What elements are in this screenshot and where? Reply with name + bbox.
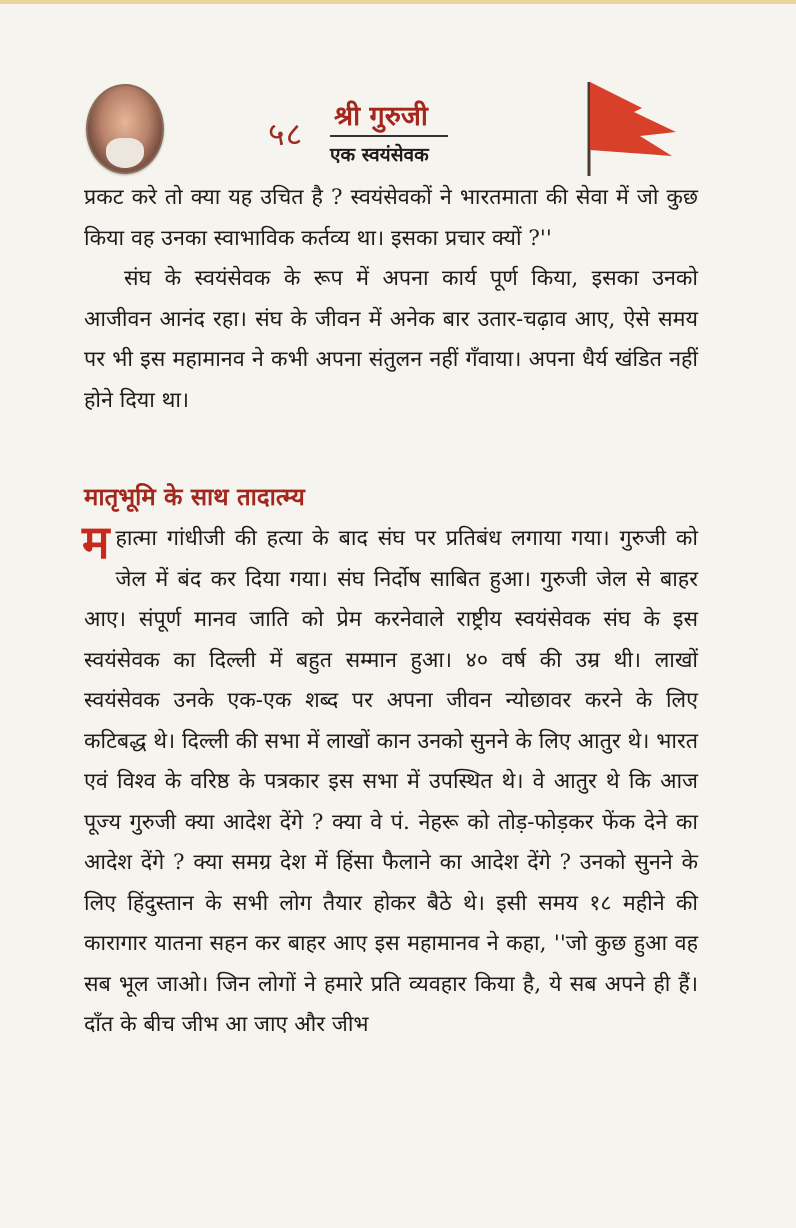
page-body bbox=[84, 178, 698, 1046]
paragraph-3-text: हात्मा गांधीजी की हत्या के बाद संघ पर प्रतिबंध लगाया गया। गुरुजी को जेल में बंद कर दिया गया। संघ निर्दोष साबित हुआ। गुरुजी जेल से बाहर आए। संपूर्ण मानव जाति को प्रेम करनेवाले राष्ट्रीय स्वयंसेवक संघ के इस स्वयंसेवक का दिल्ली में बहुत सम्मान हुआ। ४० वर्ष की उम्र थी। लाखों स्वयंसेवक उनके एक-एक शब्द पर अपना जीवन न्योछावर करने के लिए कटिबद्ध थे। दिल्ली की सभा में लाखों कान उनको सुनने के लिए आतुर थे। भारत एवं विश्व के वरिष्ठ के पत्रकार इस सभा में उपस्थित थे। वे आतुर थे कि आज पूज्य गुरुजी क्या आदेश देंगे ? क्या वे पं. नेहरू को तोड़-फोड़कर फेंक देने का आदेश देंगे ? क्या समग्र देश में हिंसा फैलाने का आदेश देंगे ? उनको सुनने के लिए हिंदुस्तान के सभी लोग तैयार होकर बैठे थे। इसी समय १८ महीने की कारागार यातना सहन कर बाहर आए इस महामानव ने कहा, ''जो कुछ हुआ वह सब भूल जाओ। जिन लोगों ने हमारे प्रति व्यवहार किया है, ये सब अपने ही हैं। दाँत के बीच जीभ आ जाए और जीभ bbox=[84, 526, 698, 1037]
paragraph-3 bbox=[82, 515, 698, 1046]
section-heading: मातृभूमि के साथ तादात्म्य bbox=[84, 483, 305, 511]
saffron-flag-icon bbox=[580, 78, 690, 178]
paragraph-1: प्रकट करे तो क्या यह उचित है ? स्वयंसेवकों ने भारतमाता की सेवा में जो कुछ किया वह उनका स्वाभाविक कर्तव्य था। इसका प्रचार क्यों ?'' bbox=[84, 185, 698, 251]
author-portrait bbox=[86, 84, 164, 174]
book-subtitle: एक स्वयंसेवक bbox=[330, 144, 429, 166]
title-divider bbox=[330, 135, 448, 137]
book-title: श्री गुरुजी bbox=[334, 101, 428, 132]
page-header bbox=[0, 0, 796, 180]
drop-cap: म bbox=[82, 515, 110, 569]
paragraph-2: संघ के स्वयंसेवक के रूप में अपना कार्य पूर्ण किया, इसका उनको आजीवन आनंद रहा। संघ के जीवन में अनेक बार उतार-चढ़ाव आए, ऐसे समय पर भी इस महामानव ने कभी अपना संतुलन नहीं गँवाया। अपना धैर्य खंडित नहीं होने दिया था। bbox=[84, 266, 698, 413]
page-number: ५८ bbox=[268, 115, 304, 153]
